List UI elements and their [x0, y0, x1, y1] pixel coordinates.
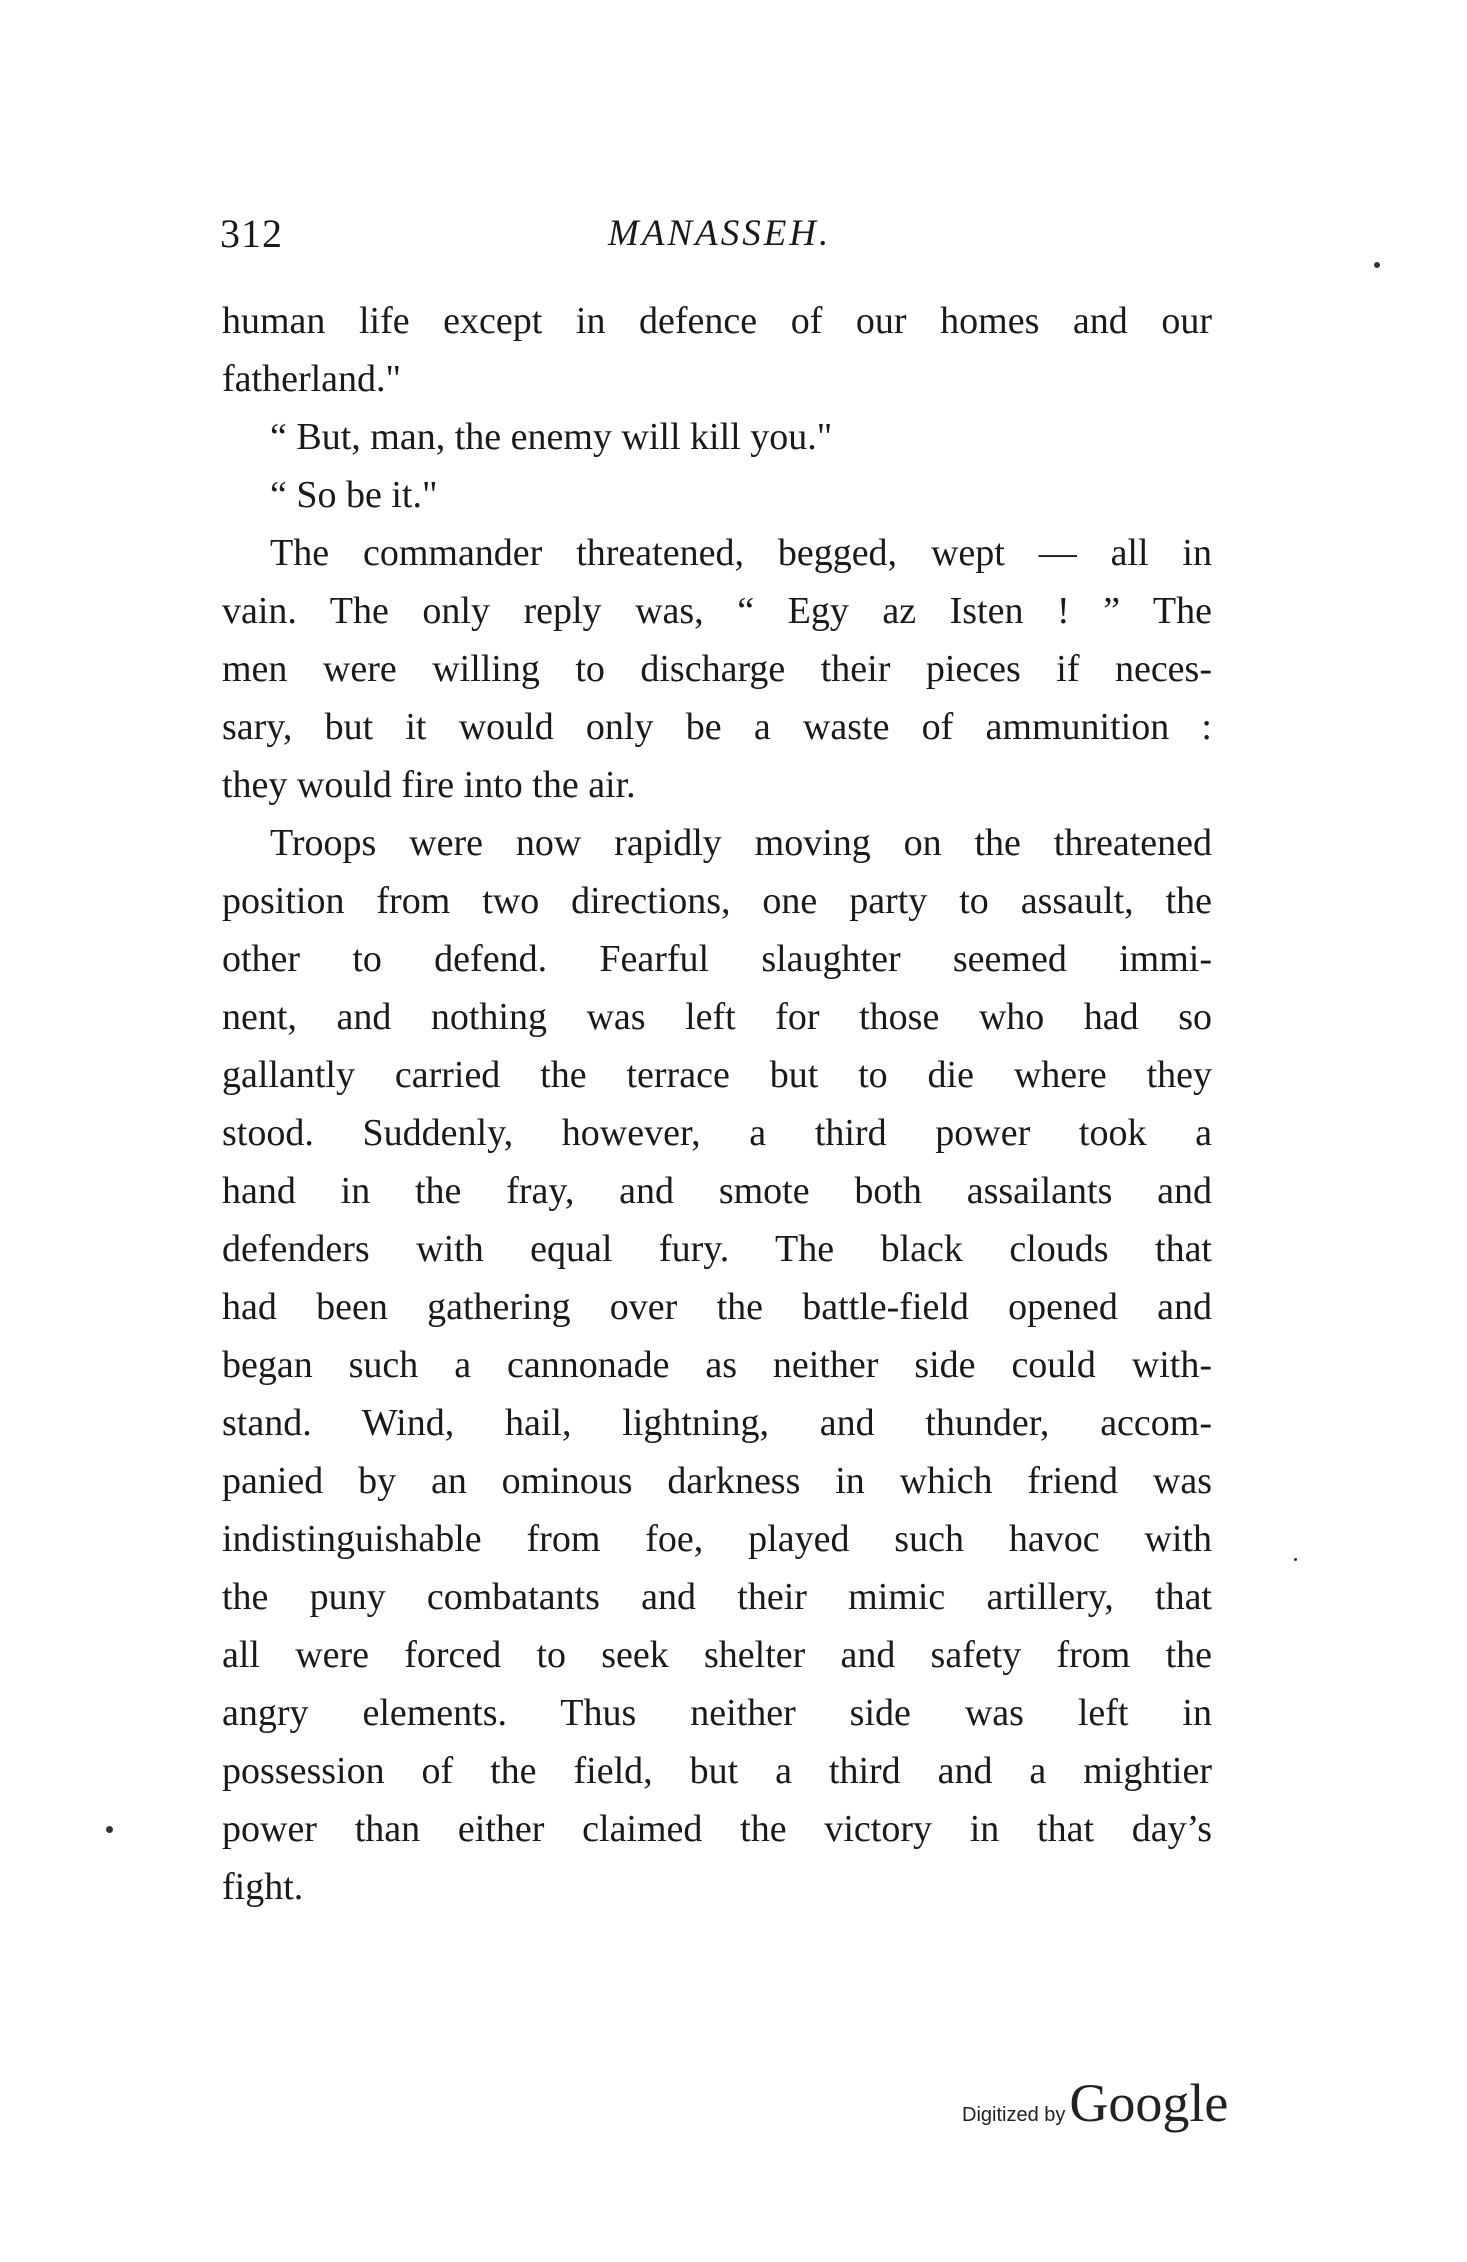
body-text [222, 292, 1212, 1916]
text-line: human life except in defence of our homes and our [222, 300, 1212, 342]
scan-speck [1374, 262, 1380, 268]
text-line: vain. The only reply was, “ Egy az Isten ! ” The [222, 590, 1212, 632]
text-line: nent, and nothing was left for those who had so [222, 996, 1212, 1038]
text-line: they would fire into the air. [222, 764, 636, 806]
scan-speck [1294, 1558, 1297, 1561]
watermark-prefix: Digitized by [962, 2104, 1066, 2126]
text-line: had been gathering over the battle-field opened and [222, 1286, 1212, 1328]
text-line: panied by an ominous darkness in which friend was [222, 1460, 1212, 1502]
text-line: the puny combatants and their mimic artillery, that [222, 1576, 1212, 1618]
text-line: “ But, man, the enemy will kill you." [270, 416, 833, 458]
text-line: stand. Wind, hail, lightning, and thunder, accom- [222, 1402, 1212, 1444]
text-line: possession of the field, but a third and a mightier [222, 1750, 1212, 1792]
text-line: fatherland." [222, 358, 402, 400]
text-line: stood. Suddenly, however, a third power took a [222, 1112, 1212, 1154]
text-line: men were willing to discharge their pieces if neces- [222, 648, 1212, 690]
text-line: “ So be it." [270, 474, 438, 516]
text-line: The commander threatened, begged, wept — all in [270, 532, 1212, 574]
text-line: fight. [222, 1866, 304, 1908]
text-line: position from two directions, one party to assault, the [222, 880, 1212, 922]
text-line: power than either claimed the victory in that day’s [222, 1808, 1212, 1850]
text-line: defenders with equal fury. The black clouds that [222, 1228, 1212, 1270]
text-line: gallantly carried the terrace but to die where they [222, 1054, 1212, 1096]
text-line: sary, but it would only be a waste of ammunition : [222, 706, 1212, 748]
text-line: indistinguishable from foe, played such havoc with [222, 1518, 1212, 1560]
page-number: 312 [220, 211, 283, 256]
text-line: began such a cannonade as neither side could with- [222, 1344, 1212, 1386]
text-line: Troops were now rapidly moving on the threatened [270, 822, 1212, 864]
text-line: hand in the fray, and smote both assailants and [222, 1170, 1212, 1212]
text-line: all were forced to seek shelter and safety from the [222, 1634, 1212, 1676]
digitized-watermark [962, 2072, 1228, 2152]
text-line: other to defend. Fearful slaughter seemed immi- [222, 938, 1212, 980]
running-title: MANASSEH. [608, 213, 832, 254]
text-line: angry elements. Thus neither side was left in [222, 1692, 1212, 1734]
page-header [220, 210, 1220, 270]
scan-speck [106, 1826, 113, 1833]
watermark-brand-logo: Google [1069, 2073, 1229, 2133]
